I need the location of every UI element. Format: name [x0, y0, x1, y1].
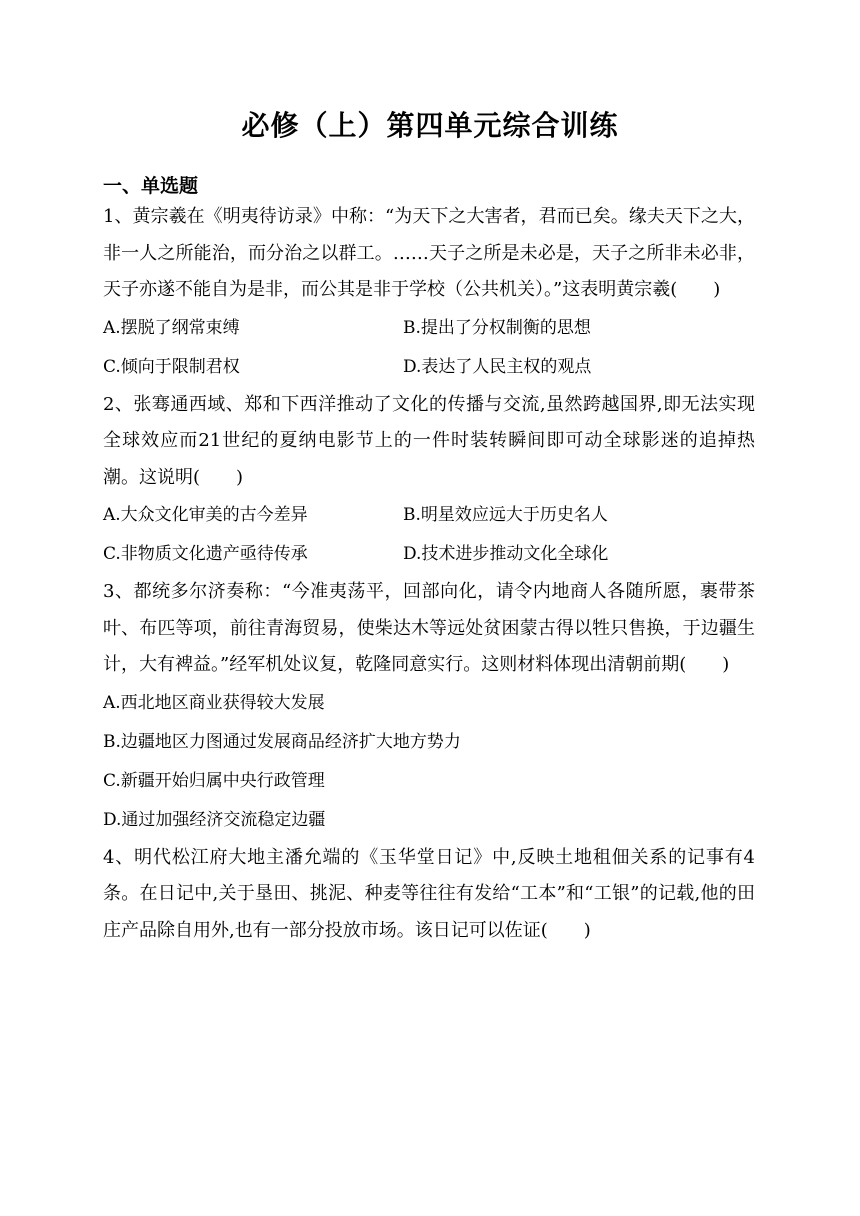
question-2: [103, 387, 755, 575]
option-c: C.新疆开始归属中央行政管理: [103, 770, 325, 791]
question-text: 张骞通西域、郑和下西洋推动了文化的传播与交流,虽然跨越国界,即无法实现全球效应而21世纪的夏纳电影节上的一件时装转瞬间即可动全球影迷的追掉热潮。这说明( ): [103, 393, 755, 488]
question-text: 都统多尔济奏称：“今准夷荡平，回部向化，请令内地商人各随所愿，裹带茶叶、布匹等项，前往青海贸易，使柴达木等远处贫困蒙古得以牲只售换，于边疆生计，大有裨益。”经军机处议复，乾隆同意实行。这则材料体现出清朝前期( ): [103, 581, 755, 675]
question-number: 4、: [103, 846, 135, 868]
question-4: [103, 840, 755, 950]
question-text: 明代松江府大地主潘允端的《玉华堂日记》中,反映土地租佃关系的记事有4条。在日记中,关于垦田、挑泥、种麦等往往有发给“工本”和“工银”的记载,他的田庄产品除自用外,也有一部分投放市场。该日记可以佐证( ): [103, 846, 756, 941]
question-list: [103, 199, 755, 949]
option-a: A.摆脱了纲常束缚: [103, 317, 240, 338]
option-a: A.西北地区商业获得较大发展: [103, 692, 325, 713]
question-4-stem: [103, 840, 755, 950]
option-b: B.边疆地区力图通过发展商品经济扩大地方势力: [103, 731, 461, 752]
option-d: D.表达了人民主权的观点: [403, 356, 592, 377]
option-d: D.通过加强经济交流稳定边疆: [103, 809, 326, 830]
question-text: 黄宗羲在《明夷待访录》中称：“为天下之大害者，君而已矣。缘夫天下之大，非一人之所能治，而分治之以群工。……天子之所是未必是，天子之所非未必非，天子亦遂不能自为是非，而公其是非于学校（公共机关）。”这表明黄宗羲( ): [103, 206, 755, 300]
option-row: [103, 309, 755, 348]
document-title: 必修（上）第四单元综合训练: [241, 109, 619, 142]
option-a: A.大众文化审美的古今差异: [103, 505, 308, 525]
option-c: C.倾向于限制君权: [103, 356, 240, 377]
option-d: D.技术进步推动文化全球化: [403, 544, 609, 564]
option-c: C.非物质文化遗产亟待传承: [103, 544, 308, 564]
question-3-stem: [103, 574, 755, 684]
section-heading: 一、单选题: [103, 175, 199, 197]
option-row: [103, 496, 755, 535]
option-b: B.明星效应远大于历史名人: [403, 505, 608, 525]
option-row: [103, 535, 755, 574]
question-number: 3、: [103, 581, 134, 602]
question-number: 2、: [103, 393, 134, 415]
option-row: [103, 348, 755, 387]
question-2-stem: [103, 387, 755, 497]
question-number: 1、: [103, 206, 133, 227]
question-3: [103, 574, 755, 840]
question-1: [103, 199, 755, 387]
question-1-stem: [103, 199, 755, 309]
option-b: B.提出了分权制衡的思想: [403, 317, 591, 338]
